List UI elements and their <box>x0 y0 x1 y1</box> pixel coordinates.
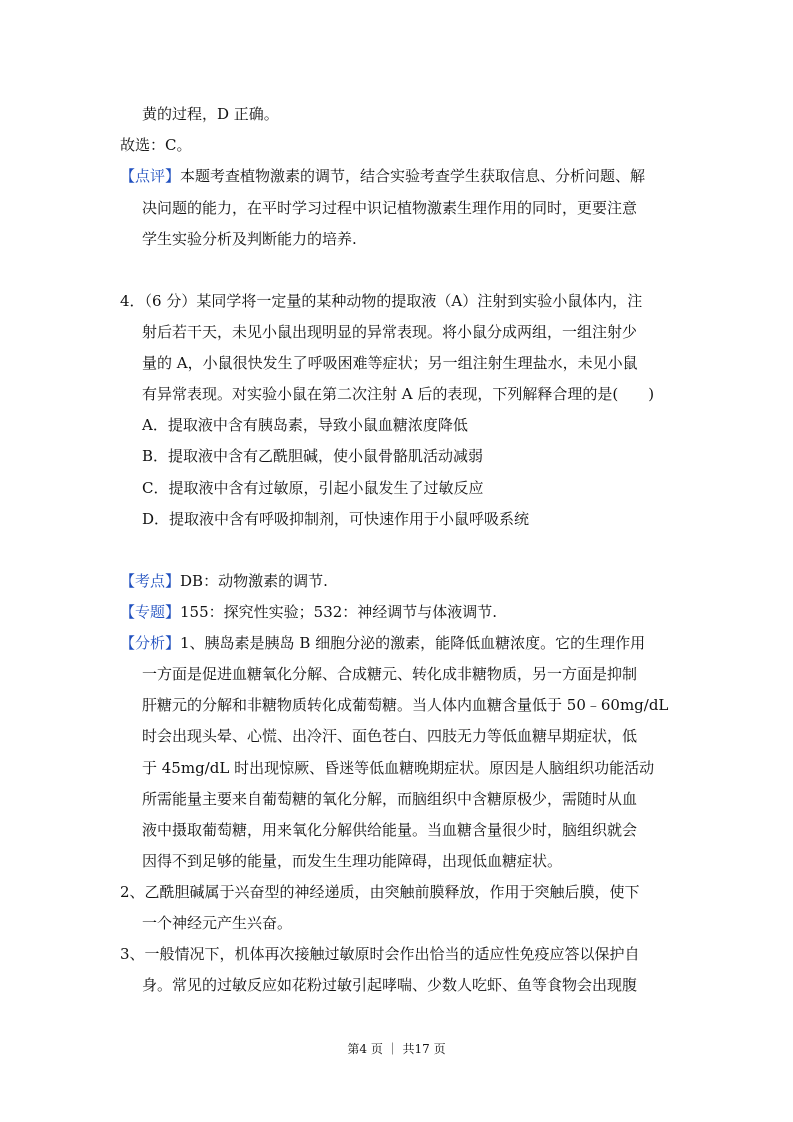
comment-text-1: 本题考查植物激素的调节，结合实验考查学生获取信息、分析问题、解 <box>180 167 646 185</box>
comment-tag: 【点评】 <box>120 167 181 185</box>
zhuanti-text: 155：探究性实验；532：神经调节与体液调节. <box>180 603 498 621</box>
answer-line: 故选：C。 <box>120 136 192 154</box>
fenxi-line-9: 2、乙酰胆碱属于兴奋型的神经递质，由突触前膜释放，作用于突触后膜，使下 <box>120 883 640 901</box>
zhuanti-tag: 【专题】 <box>120 603 181 621</box>
fenxi-line-2: 一方面是促进血糖氧化分解、合成糖元、转化成非糖物质，另一方面是抑制 <box>142 665 638 683</box>
fenxi-line-1 <box>120 633 645 653</box>
comment-line-3: 学生实验分析及判断能力的培养. <box>142 230 357 248</box>
fenxi-line-8: 因得不到足够的能量，而发生生理功能障碍，出现低血糖症状。 <box>142 852 563 870</box>
page-footer: 第4 页 ｜ 共17 页 <box>347 1042 446 1056</box>
question-line-3: 量的 A，小鼠很快发生了呼吸困难等症状；另一组注射生理盐水，未见小鼠 <box>142 354 638 372</box>
option-b: B．提取液中含有乙酰胆碱，使小鼠骨骼肌活动减弱 <box>142 447 484 465</box>
kaodian-line <box>120 571 328 591</box>
option-c: C．提取液中含有过敏原，引起小鼠发生了过敏反应 <box>142 479 484 497</box>
question-line-1: 4．（6 分）某同学将一定量的某种动物的提取液（A）注射到实验小鼠体内，注 <box>120 292 643 310</box>
question-line-2: 射后若干天，未见小鼠出现明显的异常表现。将小鼠分成两组，一组注射少 <box>142 323 638 341</box>
fenxi-line-5: 于 45mg/dL 时出现惊厥、昏迷等低血糖晚期症状。原因是人脑组织功能活动 <box>142 759 655 777</box>
fenxi-line-10: 一个神经元产生兴奋。 <box>142 914 293 932</box>
prev-solution-line: 黄的过程，D 正确。 <box>142 105 279 123</box>
fenxi-line-12: 身。常见的过敏反应如花粉过敏引起哮喘、少数人吃虾、鱼等食物会出现腹 <box>142 976 638 994</box>
comment-line-1 <box>120 166 645 186</box>
fenxi-tag: 【分析】 <box>120 634 181 652</box>
fenxi-line-4: 时会出现头晕、心慌、出冷汗、面色苍白、四肢无力等低血糖早期症状，低 <box>142 727 638 745</box>
zhuanti-line <box>120 602 497 622</box>
fenxi-text-1: 1、胰岛素是胰岛 B 细胞分泌的激素，能降低血糖浓度。它的生理作用 <box>180 634 646 652</box>
kaodian-tag: 【考点】 <box>120 572 181 590</box>
kaodian-text: DB：动物激素的调节. <box>180 572 328 590</box>
fenxi-line-6: 所需能量主要来自葡萄糖的氧化分解，而脑组织中含糖原极少，需随时从血 <box>142 790 638 808</box>
fenxi-line-3: 肝糖元的分解和非糖物质转化成葡萄糖。当人体内血糖含量低于 50﹣60mg/dL <box>142 696 669 714</box>
fenxi-line-11: 3、一般情况下，机体再次接触过敏原时会作出恰当的适应性免疫应答以保护自 <box>120 945 640 963</box>
question-line-4: 有异常表现。对实验小鼠在第二次注射 A 后的表现，下列解释合理的是( ) <box>142 385 655 403</box>
comment-line-2: 决问题的能力，在平时学习过程中识记植物激素生理作用的同时，更要注意 <box>142 199 638 217</box>
option-d: D．提取液中含有呼吸抑制剂，可快速作用于小鼠呼吸系统 <box>142 510 530 528</box>
fenxi-line-7: 液中摄取葡萄糖，用来氧化分解供给能量。当血糖含量很少时，脑组织就会 <box>142 821 638 839</box>
option-a: A．提取液中含有胰岛素，导致小鼠血糖浓度降低 <box>142 416 468 434</box>
